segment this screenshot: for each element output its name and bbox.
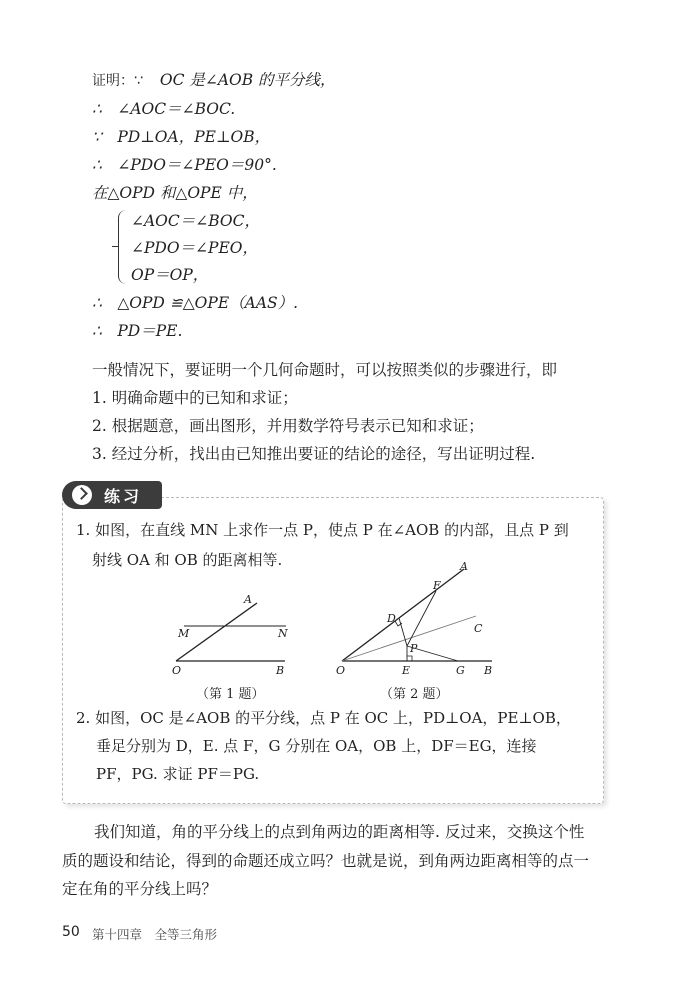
system-brace-tip [112, 246, 119, 247]
q2-line-3: PF，PG. 求证 PF＝PG. [96, 765, 260, 783]
proof-line-6: ∴ △OPD ≌△OPE（AAS）. [92, 294, 299, 312]
bisector-oc [342, 616, 476, 661]
q1-line-1: 1. 如图，在直线 MN 上求作一点 P，使点 P 在∠AOB 的内部，且点 P 到 [76, 521, 569, 539]
chapter-title: 第十四章 全等三角形 [92, 927, 218, 942]
closing-line-1: 我们知道，角的平分线上的点到角两边的距离相等. 反过来，交换这个性 [94, 823, 585, 841]
fig1-label-n: N [278, 627, 288, 640]
proof-line-2: ∴ ∠AOC＝∠BOC. [92, 100, 236, 118]
steps-intro: 一般情况下，要证明一个几何命题时，可以按照类似的步骤进行，即 [92, 361, 558, 379]
fig2-label-f: F [433, 579, 441, 592]
proof-line-7: ∴ PD＝PE. [92, 322, 183, 340]
fig1-caption: （第 1 题） [196, 687, 265, 702]
proof-line-4: ∴ ∠PDO＝∠PEO＝90°. [92, 156, 277, 174]
fig1-label-o: O [172, 664, 182, 677]
proof-line-5: 在△OPD 和△OPE 中， [92, 184, 258, 202]
step-2: 2. 根据题意，画出图形，并用数学符号表示已知和求证； [92, 417, 484, 435]
figure-1 [160, 585, 300, 680]
step-3: 3. 经过分析，找出由已知推出要证的结论的途径，写出证明过程. [92, 445, 536, 463]
system-eq-3: OP＝OP， [131, 266, 209, 284]
step-1: 1. 明确命题中的已知和求证； [92, 389, 298, 407]
fig2-label-a: A [460, 560, 468, 573]
proof-line-3: ∵ PD⊥OA，PE⊥OB， [92, 128, 271, 146]
system-eq-2: ∠PDO＝∠PEO， [131, 239, 258, 257]
fig2-label-c: C [474, 622, 483, 635]
fig1-label-a: A [244, 593, 252, 606]
chevron-icon [72, 485, 92, 505]
ray-oa [342, 569, 464, 661]
system-brace [118, 210, 129, 284]
q2-line-2: 垂足分别为 D，E. 点 F，G 分别在 OA，OB 上，DF＝EG，连接 [96, 737, 537, 755]
fig2-label-e: E [402, 664, 411, 677]
proof-label: 证明：∵ [92, 73, 143, 89]
closing-line-3: 定在角的平分线上吗？ [62, 880, 218, 898]
system-eq-1: ∠AOC＝∠BOC， [131, 212, 260, 230]
fig1-label-m: M [178, 627, 190, 640]
fig1-label-b: B [276, 664, 285, 677]
fig2-caption: （第 2 题） [380, 687, 449, 702]
page-number: 50 [62, 924, 80, 940]
fig2-label-o: O [336, 664, 346, 677]
proof-statement-1: OC 是∠AOB 的平分线， [159, 71, 336, 89]
fig2-label-g: G [456, 664, 465, 677]
fig2-label-d: D [387, 612, 396, 625]
fig2-label-b: B [484, 664, 493, 677]
figure-2 [330, 558, 505, 680]
q2-line-1: 2. 如图，OC 是∠AOB 的平分线，点 P 在 OC 上，PD⊥OA，PE⊥OB， [76, 709, 571, 727]
right-angle-e [407, 656, 412, 661]
fig2-label-p: P [410, 642, 418, 655]
closing-line-2: 质的题设和结论，得到的命题还成立吗？也就是说，到角两边距离相等的点一 [62, 852, 590, 870]
proof-line-1 [92, 70, 336, 91]
q1-line-2: 射线 OA 和 OB 的距离相等. [92, 551, 283, 569]
exercise-title: 练习 [104, 487, 143, 506]
segment-pf [407, 591, 436, 646]
